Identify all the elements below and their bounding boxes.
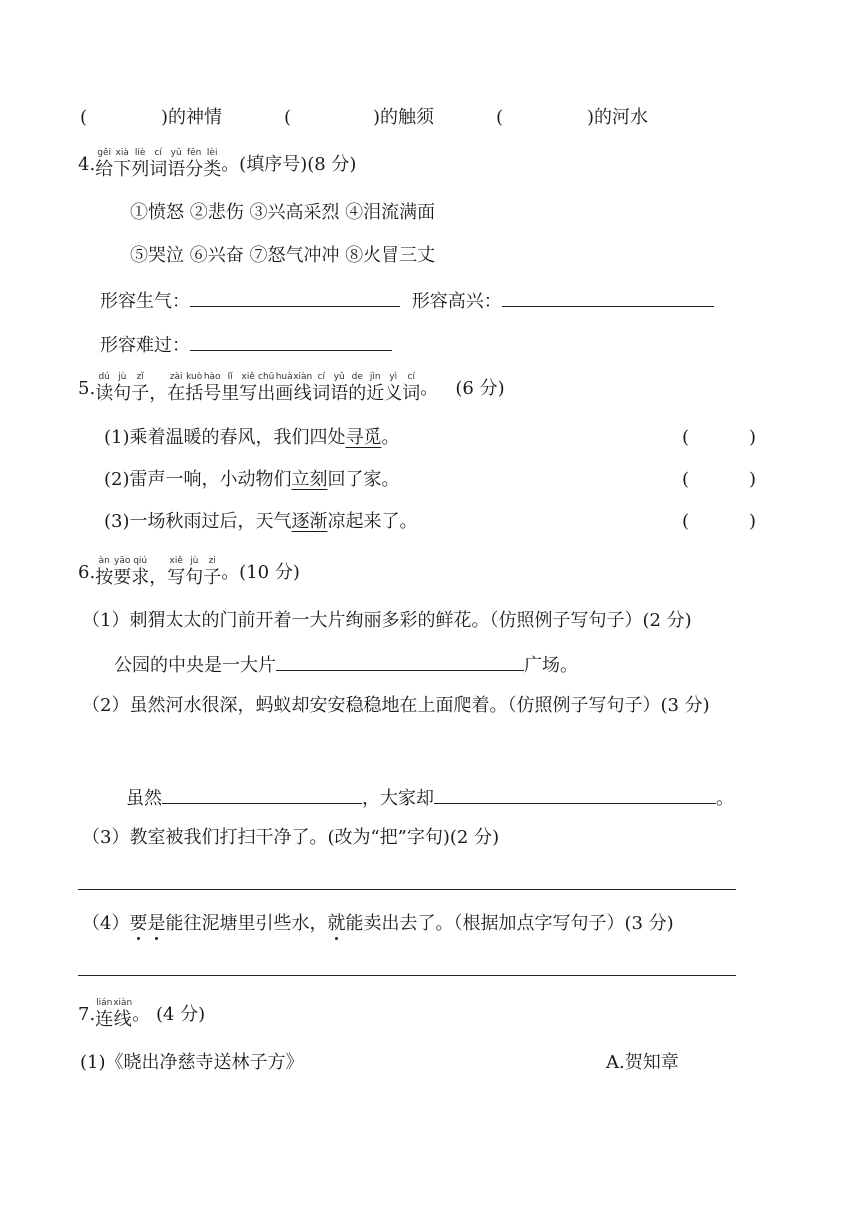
ruby-char bbox=[293, 372, 312, 406]
hanzi: 写 bbox=[239, 383, 258, 404]
hanzi: 子 bbox=[131, 383, 150, 404]
q4-sad-row bbox=[100, 332, 392, 358]
ruby-char bbox=[95, 148, 113, 182]
ruby-char bbox=[203, 148, 221, 182]
prompt-text: 广场。 bbox=[524, 655, 578, 676]
pinyin: zǐ bbox=[136, 372, 144, 382]
pinyin: fēn bbox=[186, 148, 202, 158]
dotted-char: 就 bbox=[327, 913, 346, 934]
q7-match-a[interactable]: A.贺知章 bbox=[606, 1052, 679, 1073]
q5-sentence-2 bbox=[104, 468, 400, 492]
hanzi: 下 bbox=[113, 159, 132, 180]
ruby-char bbox=[402, 372, 420, 406]
answer-line[interactable] bbox=[276, 652, 524, 671]
hanzi: 里 bbox=[221, 383, 240, 404]
ruby-char bbox=[384, 372, 402, 406]
hanzi: 括 bbox=[185, 383, 204, 404]
answer-line[interactable] bbox=[502, 288, 714, 307]
prompt-text: 。 bbox=[716, 788, 734, 809]
paren-open: ( bbox=[80, 107, 88, 128]
label-happy: 形容高兴： bbox=[411, 291, 502, 312]
paren-open: ( bbox=[284, 107, 292, 128]
answer-line[interactable] bbox=[190, 288, 400, 307]
q6-ruby-text bbox=[95, 556, 222, 588]
q4-options-line1: ①愤怒 ②悲伤 ③兴高采烈 ④泪流满面 bbox=[130, 202, 436, 223]
q6-part-3: （3）教室被我们打扫干净了。(改为“把”字句)(2 分) bbox=[82, 827, 500, 848]
hanzi: ， bbox=[149, 567, 168, 588]
q6-part-2: （2）虽然河水很深，蚂蚁却安安稳稳地在上面爬着。（仿照例子写句子）(3 分) bbox=[82, 695, 710, 716]
hanzi: 子 bbox=[203, 567, 222, 588]
pinyin: zi bbox=[208, 556, 216, 566]
pinyin: lèi bbox=[206, 148, 218, 158]
q4-angry-row bbox=[100, 288, 714, 314]
hanzi: 语 bbox=[167, 159, 186, 180]
ruby-char bbox=[95, 998, 113, 1032]
ruby-char bbox=[239, 372, 257, 406]
question-rest: 。(10 分) bbox=[221, 562, 300, 583]
ruby-char bbox=[95, 556, 113, 590]
sentence-text: (1)乘着温暖的春风，我们四处 bbox=[104, 427, 346, 448]
pinyin: de bbox=[351, 372, 363, 382]
hanzi: 要 bbox=[113, 567, 132, 588]
question-rest: 。(填序号)(8 分) bbox=[221, 154, 357, 175]
q4-ruby-text bbox=[95, 148, 222, 180]
hanzi: 词 bbox=[312, 383, 331, 404]
pinyin: xià bbox=[115, 148, 129, 158]
ruby-char bbox=[113, 148, 131, 182]
q5-heading bbox=[78, 372, 505, 406]
paren-open: ( bbox=[682, 469, 690, 490]
pinyin: xiàn bbox=[293, 372, 313, 382]
q6-part-2-answer-row bbox=[126, 785, 734, 811]
q5-sentence-1 bbox=[104, 426, 400, 450]
ruby-char bbox=[312, 372, 330, 406]
question-rest: 。 (4 分) bbox=[132, 1004, 206, 1025]
ruby-char bbox=[167, 556, 185, 590]
question-number: 5. bbox=[78, 378, 96, 399]
ruby-char bbox=[167, 148, 185, 182]
ruby-char bbox=[348, 372, 366, 406]
paren-open: ( bbox=[682, 427, 690, 448]
q6-part-3-answer-line[interactable] bbox=[78, 889, 736, 890]
prompt-text: 公园的中央是一大片 bbox=[114, 655, 276, 676]
pinyin: lián bbox=[96, 998, 113, 1008]
pinyin: jù bbox=[118, 372, 127, 382]
ruby-char bbox=[275, 372, 293, 406]
fill-label: )的河水 bbox=[587, 107, 649, 128]
ruby-char bbox=[185, 556, 203, 590]
ruby-char bbox=[95, 372, 113, 406]
q6-part-1-answer-row bbox=[114, 652, 578, 678]
hanzi: 线 bbox=[293, 383, 312, 404]
prompt-text: 虽然 bbox=[126, 788, 162, 809]
sentence-text: 凉起来了。 bbox=[327, 511, 418, 532]
hanzi: 近 bbox=[366, 383, 385, 404]
ruby-char bbox=[366, 372, 384, 406]
hanzi: 画 bbox=[275, 383, 294, 404]
prompt-text: 能往泥塘里引些水， bbox=[165, 913, 328, 934]
hanzi: 线 bbox=[113, 1009, 132, 1030]
q7-item-1[interactable]: (1)《晓出净慈寺送林子方》 bbox=[80, 1052, 304, 1073]
underlined-word: 寻觅 bbox=[345, 427, 382, 448]
adjective-fill-row bbox=[80, 106, 222, 130]
adjective-fill-row bbox=[496, 106, 648, 130]
answer-line[interactable] bbox=[162, 785, 362, 804]
pinyin: qiú bbox=[133, 556, 148, 566]
pinyin: yǔ bbox=[333, 372, 345, 382]
hanzi: 分 bbox=[185, 159, 204, 180]
hanzi: 的 bbox=[348, 383, 367, 404]
pinyin: cí bbox=[317, 372, 325, 382]
q5-answer-paren-1[interactable] bbox=[682, 426, 756, 450]
hanzi: 列 bbox=[131, 159, 150, 180]
adjective-fill-row bbox=[284, 106, 434, 130]
hanzi: 读 bbox=[95, 383, 114, 404]
ruby-char bbox=[203, 556, 221, 590]
pinyin bbox=[157, 372, 160, 382]
pinyin: yì bbox=[389, 372, 398, 382]
question-rest: 。 (6 分) bbox=[420, 378, 505, 399]
ruby-char bbox=[203, 372, 221, 406]
sentence-text: (2)雷声一响，小动物们 bbox=[104, 469, 292, 490]
prompt-text: （4） bbox=[82, 913, 130, 934]
pinyin: jìn bbox=[369, 372, 381, 382]
hanzi: 号 bbox=[203, 383, 222, 404]
hanzi: 义 bbox=[384, 383, 403, 404]
ruby-char bbox=[131, 556, 149, 590]
underlined-word: 立刻 bbox=[291, 469, 328, 490]
q4-heading bbox=[78, 148, 356, 182]
answer-line[interactable] bbox=[434, 785, 716, 804]
ruby-char bbox=[185, 372, 203, 406]
pinyin: xiě bbox=[169, 556, 183, 566]
pinyin: huà bbox=[275, 372, 293, 382]
q6-part-4-answer-line[interactable] bbox=[78, 975, 736, 976]
q5-answer-paren-3[interactable] bbox=[682, 510, 756, 534]
pinyin: zài bbox=[169, 372, 183, 382]
answer-line[interactable] bbox=[190, 332, 392, 351]
ruby-char bbox=[131, 372, 149, 406]
ruby-char bbox=[113, 556, 131, 590]
q5-sentence-3 bbox=[104, 510, 418, 534]
pinyin: hào bbox=[203, 372, 221, 382]
label-angry: 形容生气： bbox=[100, 291, 190, 312]
fill-label: )的触须 bbox=[373, 107, 435, 128]
pinyin bbox=[157, 556, 160, 566]
hanzi: 词 bbox=[149, 159, 168, 180]
ruby-char bbox=[167, 372, 185, 406]
dotted-char: 要 bbox=[129, 913, 148, 934]
prompt-text: ，大家却 bbox=[362, 788, 434, 809]
underlined-word: 逐渐 bbox=[291, 511, 328, 532]
pinyin: àn bbox=[98, 556, 110, 566]
hanzi: 求 bbox=[131, 567, 150, 588]
q6-part-1: （1）刺猬太太的门前开着一大片绚丽多彩的鲜花。（仿照例子写句子）(2 分) bbox=[82, 610, 692, 631]
hanzi: 词 bbox=[402, 383, 421, 404]
ruby-char bbox=[131, 148, 149, 182]
hanzi: 出 bbox=[257, 383, 276, 404]
hanzi: 写 bbox=[167, 567, 186, 588]
sentence-text: (3)一场秋雨过后，天气 bbox=[104, 511, 292, 532]
pinyin: chū bbox=[258, 372, 275, 382]
ruby-char bbox=[113, 372, 131, 406]
prompt-text: 能卖出去了。（根据加点字写句子）(3 分) bbox=[345, 913, 674, 934]
ruby-char bbox=[330, 372, 348, 406]
paren-close: ) bbox=[749, 511, 757, 532]
pinyin: kuò bbox=[186, 372, 203, 382]
question-number: 4. bbox=[78, 154, 96, 175]
ruby-char bbox=[149, 556, 167, 590]
pinyin: yāo bbox=[114, 556, 131, 566]
q5-ruby-text bbox=[95, 372, 421, 404]
pinyin: yǔ bbox=[170, 148, 182, 158]
paren-open: ( bbox=[682, 511, 690, 532]
hanzi: 连 bbox=[95, 1009, 114, 1030]
hanzi: 类 bbox=[203, 159, 222, 180]
ruby-char bbox=[113, 998, 132, 1032]
pinyin: gěi bbox=[97, 148, 112, 158]
pinyin: liè bbox=[134, 148, 146, 158]
question-number: 7. bbox=[78, 1004, 96, 1025]
ruby-char bbox=[149, 148, 167, 182]
hanzi: 句 bbox=[113, 383, 132, 404]
pinyin: jù bbox=[190, 556, 199, 566]
question-number: 6. bbox=[78, 562, 96, 583]
hanzi: 在 bbox=[167, 383, 186, 404]
pinyin: lǐ bbox=[227, 372, 233, 382]
q4-options-line2: ⑤哭泣 ⑥兴奋 ⑦怒气冲冲 ⑧火冒三丈 bbox=[130, 245, 436, 266]
hanzi: 给 bbox=[95, 159, 114, 180]
q5-answer-paren-2[interactable] bbox=[682, 468, 756, 492]
paren-close: ) bbox=[749, 427, 757, 448]
fill-label: )的神情 bbox=[161, 107, 223, 128]
q7-heading bbox=[78, 998, 205, 1032]
hanzi: 句 bbox=[185, 567, 204, 588]
pinyin: xiě bbox=[241, 372, 255, 382]
ruby-char bbox=[221, 372, 239, 406]
pinyin: cí bbox=[407, 372, 415, 382]
pinyin: dú bbox=[98, 372, 110, 382]
paren-close: ) bbox=[749, 469, 757, 490]
ruby-char bbox=[185, 148, 203, 182]
ruby-char bbox=[149, 372, 167, 406]
q7-ruby-text bbox=[95, 998, 133, 1030]
q6-part-4 bbox=[82, 912, 674, 936]
sentence-text: 。 bbox=[381, 427, 400, 448]
q6-heading bbox=[78, 556, 300, 590]
paren-open: ( bbox=[496, 107, 504, 128]
pinyin: cí bbox=[154, 148, 162, 158]
dotted-char: 是 bbox=[147, 913, 166, 934]
hanzi: ， bbox=[149, 383, 168, 404]
hanzi: 语 bbox=[330, 383, 349, 404]
pinyin: xiàn bbox=[113, 998, 133, 1008]
label-sad: 形容难过： bbox=[100, 335, 190, 356]
hanzi: 按 bbox=[95, 567, 114, 588]
sentence-text: 回了家。 bbox=[327, 469, 400, 490]
ruby-char bbox=[257, 372, 275, 406]
